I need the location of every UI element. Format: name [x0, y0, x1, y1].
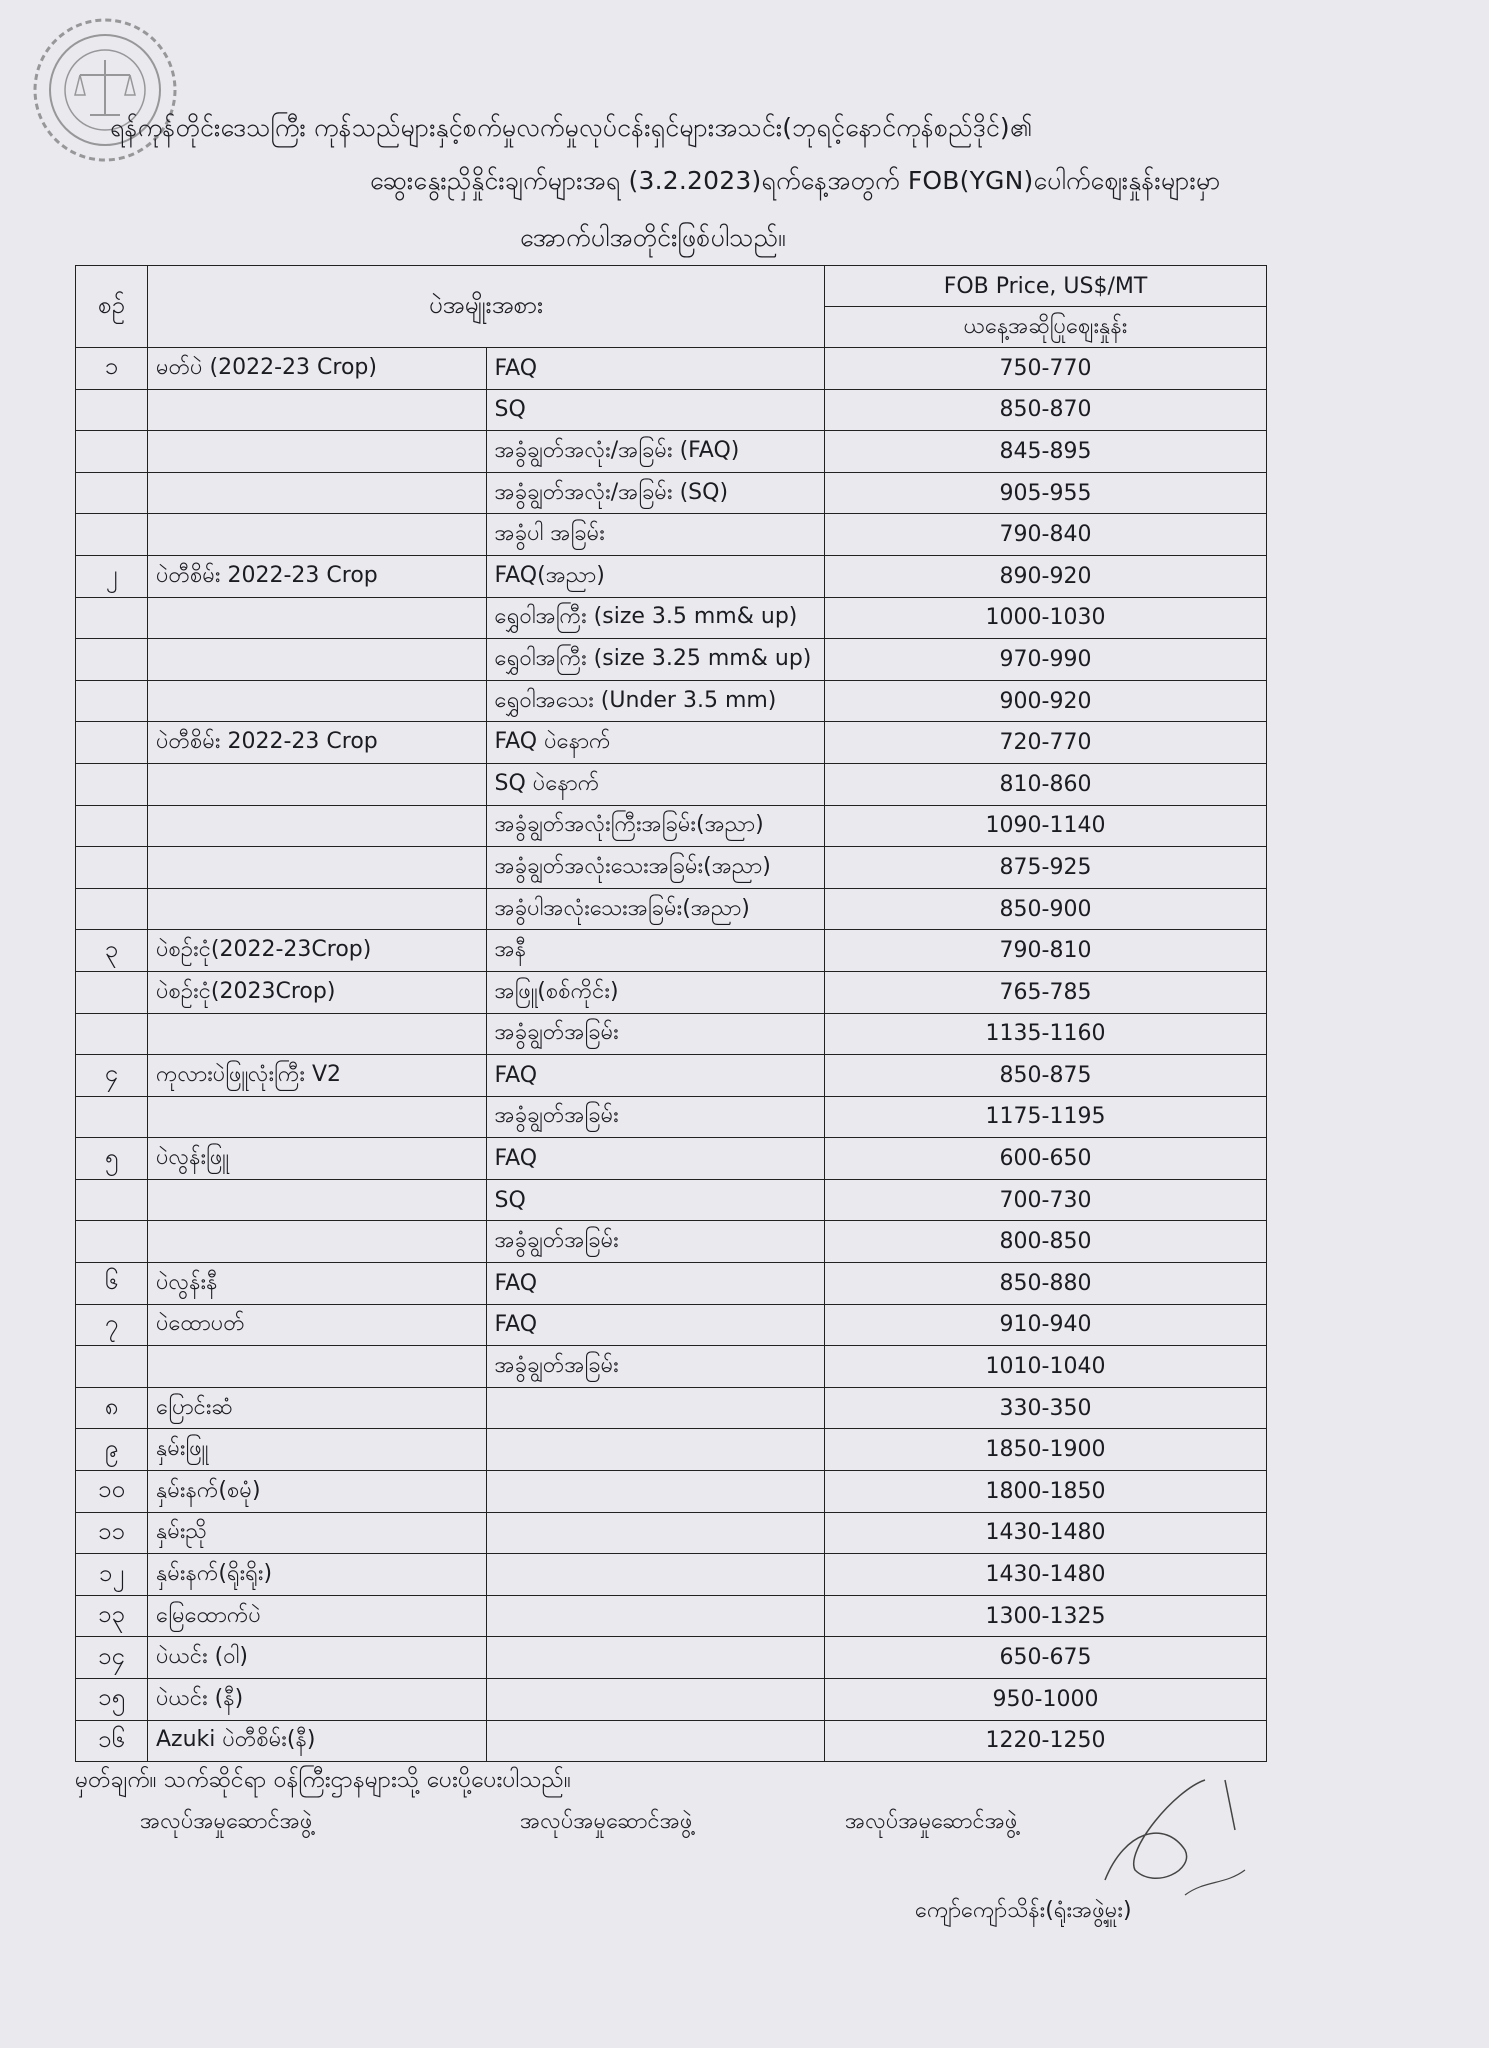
header-line-3: အောက်ပါအတိုင်းဖြစ်ပါသည်။: [520, 223, 786, 252]
row-grade: [486, 1429, 825, 1471]
row-grade: ရွှေဝါအကြီး (size 3.5 mm& up): [486, 597, 825, 639]
col-header-item: ပဲအမျိုးအစား: [148, 266, 825, 348]
header-line-2-suffix: )ရက်နေ့အတွက် FOB(YGN)ပေါက်ဈေးနှုန်းများမှာ: [751, 166, 1221, 195]
row-item: [148, 472, 487, 514]
row-grade: SQ: [486, 389, 825, 431]
header-line-2: [370, 165, 1270, 202]
row-price: 875-925: [825, 847, 1267, 889]
row-number: ၁၆: [76, 1720, 148, 1762]
row-item: မြေထောက်ပဲ: [148, 1595, 487, 1637]
row-number: ၄: [76, 1055, 148, 1097]
row-number: ၁၀: [76, 1471, 148, 1513]
table-row: [76, 472, 1267, 514]
row-number: [76, 680, 148, 722]
row-number: [76, 514, 148, 556]
row-price: 900-920: [825, 680, 1267, 722]
table-row: [76, 722, 1267, 764]
row-grade: အနီ: [486, 930, 825, 972]
table-row: [76, 805, 1267, 847]
row-item: ပဲလွန်းနီ: [148, 1263, 487, 1305]
row-item: [148, 847, 487, 889]
table-row: [76, 1429, 1267, 1471]
row-grade: [486, 1679, 825, 1721]
table-row: [76, 1096, 1267, 1138]
row-item: နှမ်းနက်(စမုံ): [148, 1471, 487, 1513]
table-row: [76, 1720, 1267, 1762]
row-grade: [486, 1471, 825, 1513]
table-row: [76, 888, 1267, 930]
table-row: [76, 1013, 1267, 1055]
committee-signature-3: အလုပ်အမှုဆောင်အဖွဲ့: [845, 1809, 1018, 1834]
row-price: 850-900: [825, 888, 1267, 930]
table-row: [76, 1387, 1267, 1429]
row-item: [148, 763, 487, 805]
table-row: [76, 555, 1267, 597]
row-item: [148, 514, 487, 556]
row-price: 1800-1850: [825, 1471, 1267, 1513]
row-grade: FAQ: [486, 1055, 825, 1097]
row-item: ပဲစဉ်းငုံ(2022-23Crop): [148, 930, 487, 972]
row-number: ၁: [76, 348, 148, 390]
committee-signature-2: အလုပ်အမှုဆောင်အဖွဲ့: [520, 1809, 693, 1834]
table-row: [76, 348, 1267, 390]
row-number: [76, 597, 148, 639]
row-item: ပြောင်းဆံ: [148, 1387, 487, 1429]
row-price: 850-870: [825, 389, 1267, 431]
row-price: 765-785: [825, 971, 1267, 1013]
row-grade: အခွံချွတ်အလုံးသေးအခြမ်း(အညာ): [486, 847, 825, 889]
row-item: ပဲစဉ်းငုံ(2023Crop): [148, 971, 487, 1013]
row-grade: [486, 1512, 825, 1554]
row-grade: အခွံချွတ်အခြမ်း: [486, 1096, 825, 1138]
row-number: [76, 1346, 148, 1388]
row-price: 845-895: [825, 431, 1267, 473]
row-price: 810-860: [825, 763, 1267, 805]
table-row: [76, 1679, 1267, 1721]
row-grade: အခွံချွတ်အလုံး/အခြမ်း (SQ): [486, 472, 825, 514]
table-row: [76, 431, 1267, 473]
row-price: 790-810: [825, 930, 1267, 972]
signer-name: ကျော်ကျော်သိန်း(ရုံးအဖွဲ့မှူး): [915, 1898, 1132, 1923]
row-number: [76, 1221, 148, 1263]
row-price: 1430-1480: [825, 1554, 1267, 1596]
row-price: 1135-1160: [825, 1013, 1267, 1055]
row-number: [76, 971, 148, 1013]
row-item: ကုလားပဲဖြူလုံးကြီး V2: [148, 1055, 487, 1097]
table-row: [76, 639, 1267, 681]
row-price: 1010-1040: [825, 1346, 1267, 1388]
table-row: [76, 763, 1267, 805]
row-number: ၃: [76, 930, 148, 972]
row-item: [148, 431, 487, 473]
row-grade: အခွံချွတ်အခြမ်း: [486, 1221, 825, 1263]
row-grade: အဖြူ(စစ်ကိုင်း): [486, 971, 825, 1013]
row-price: 1220-1250: [825, 1720, 1267, 1762]
row-price: 700-730: [825, 1179, 1267, 1221]
row-item: ပဲလွန်းဖြူ: [148, 1138, 487, 1180]
table-row: [76, 1346, 1267, 1388]
row-item: ပဲယင်း (နီ): [148, 1679, 487, 1721]
row-grade: အခွံချွတ်အလုံးကြီးအခြမ်း(အညာ): [486, 805, 825, 847]
row-price: 330-350: [825, 1387, 1267, 1429]
table-header-row: [76, 266, 1267, 307]
header-line-2-prefix: ဆွေးနွေးညှိနှိုင်းချက်များအရ (: [370, 166, 639, 195]
table-row: [76, 1138, 1267, 1180]
row-item: Azuki ပဲတီစိမ်း(နီ): [148, 1720, 487, 1762]
row-number: [76, 472, 148, 514]
col-header-price-sub: ယနေ့အဆိုပြုဈေးနှုန်း: [825, 307, 1267, 348]
table-row: [76, 514, 1267, 556]
row-item: ပဲထောပတ်: [148, 1304, 487, 1346]
row-grade: [486, 1720, 825, 1762]
row-number: [76, 1179, 148, 1221]
row-grade: SQ: [486, 1179, 825, 1221]
row-price: 970-990: [825, 639, 1267, 681]
row-item: [148, 1013, 487, 1055]
col-header-price: FOB Price, US$/MT: [825, 266, 1267, 307]
row-price: 1000-1030: [825, 597, 1267, 639]
row-number: ၂: [76, 555, 148, 597]
row-item: [148, 1179, 487, 1221]
committee-signature-1: အလုပ်အမှုဆောင်အဖွဲ့: [140, 1809, 313, 1834]
row-price: 600-650: [825, 1138, 1267, 1180]
handwritten-signature: [1085, 1770, 1255, 1910]
row-price: 950-1000: [825, 1679, 1267, 1721]
row-grade: အခွံချွတ်အလုံး/အခြမ်း (FAQ): [486, 431, 825, 473]
row-grade: [486, 1387, 825, 1429]
row-price: 1175-1195: [825, 1096, 1267, 1138]
row-number: ၁၂: [76, 1554, 148, 1596]
row-item: ပဲတီစိမ်း 2022-23 Crop: [148, 722, 487, 764]
row-item: [148, 1096, 487, 1138]
row-number: [76, 805, 148, 847]
row-price: 1430-1480: [825, 1512, 1267, 1554]
row-item: [148, 639, 487, 681]
table-row: [76, 597, 1267, 639]
row-grade: FAQ(အညာ): [486, 555, 825, 597]
header-line-1: ရန်ကုန်တိုင်းဒေသကြီး ကုန်သည်များနှင့်စက်မှုလက်မှုလုပ်ငန်းရှင်များအသင်း(ဘုရင့်နောင်ကုန်စည်ဒိုင်)၏: [110, 113, 1033, 142]
row-number: ၅: [76, 1138, 148, 1180]
row-item: [148, 888, 487, 930]
header-date: 3.2.2023: [638, 166, 752, 195]
table-row: [76, 1554, 1267, 1596]
row-item: [148, 1221, 487, 1263]
row-price: 750-770: [825, 348, 1267, 390]
row-item: မတ်ပဲ (2022-23 Crop): [148, 348, 487, 390]
row-price: 905-955: [825, 472, 1267, 514]
row-price: 890-920: [825, 555, 1267, 597]
row-item: ပဲတီစိမ်း 2022-23 Crop: [148, 555, 487, 597]
row-grade: FAQ: [486, 1138, 825, 1180]
table-row: [76, 847, 1267, 889]
table-row: [76, 1221, 1267, 1263]
table-row: [76, 1055, 1267, 1097]
row-number: ၁၃: [76, 1595, 148, 1637]
row-item: နှမ်းဖြူ: [148, 1429, 487, 1471]
row-grade: အခွံပါ အခြမ်း: [486, 514, 825, 556]
row-number: [76, 847, 148, 889]
row-item: [148, 389, 487, 431]
row-item: နှမ်းနက်(ရိုးရိုး): [148, 1554, 487, 1596]
row-price: 850-880: [825, 1263, 1267, 1305]
row-price: 790-840: [825, 514, 1267, 556]
table-row: [76, 389, 1267, 431]
row-price: 910-940: [825, 1304, 1267, 1346]
row-grade: FAQ: [486, 1263, 825, 1305]
table-row: [76, 1595, 1267, 1637]
row-grade: အခွံပါအလုံးသေးအခြမ်း(အညာ): [486, 888, 825, 930]
row-number: ၁၄: [76, 1637, 148, 1679]
row-number: ၁၅: [76, 1679, 148, 1721]
row-grade: [486, 1554, 825, 1596]
row-number: ၆: [76, 1263, 148, 1305]
table-row: [76, 1304, 1267, 1346]
row-grade: FAQ ပဲနောက်: [486, 722, 825, 764]
row-grade: FAQ: [486, 348, 825, 390]
row-number: [76, 431, 148, 473]
row-item: [148, 680, 487, 722]
footnote: မှတ်ချက်။ သက်ဆိုင်ရာ ဝန်ကြီးဌာနများသို့ ပေးပို့ပေးပါသည်။: [75, 1767, 571, 1793]
row-number: [76, 1013, 148, 1055]
row-item: ပဲယင်း (ဝါ): [148, 1637, 487, 1679]
row-item: [148, 597, 487, 639]
table-row: [76, 1263, 1267, 1305]
table-row: [76, 971, 1267, 1013]
row-grade: အခွံချွတ်အခြမ်း: [486, 1013, 825, 1055]
row-price: 1850-1900: [825, 1429, 1267, 1471]
row-price: 650-675: [825, 1637, 1267, 1679]
row-item: နှမ်းညို: [148, 1512, 487, 1554]
table-row: [76, 1512, 1267, 1554]
row-grade: [486, 1595, 825, 1637]
table-row: [76, 1179, 1267, 1221]
col-header-no: စဉ်: [76, 266, 148, 348]
row-number: [76, 639, 148, 681]
row-number: [76, 888, 148, 930]
row-number: ၇: [76, 1304, 148, 1346]
table-row: [76, 1637, 1267, 1679]
row-price: 850-875: [825, 1055, 1267, 1097]
row-number: [76, 1096, 148, 1138]
row-grade: ရွှေဝါအသေး (Under 3.5 mm): [486, 680, 825, 722]
row-number: ၈: [76, 1387, 148, 1429]
price-table: [75, 265, 1267, 1762]
row-item: [148, 1346, 487, 1388]
row-number: ၁၁: [76, 1512, 148, 1554]
row-price: 800-850: [825, 1221, 1267, 1263]
row-grade: အခွံချွတ်အခြမ်း: [486, 1346, 825, 1388]
row-number: ၉: [76, 1429, 148, 1471]
row-number: [76, 722, 148, 764]
row-grade: ရွှေဝါအကြီး (size 3.25 mm& up): [486, 639, 825, 681]
row-number: [76, 763, 148, 805]
table-row: [76, 1471, 1267, 1513]
row-item: [148, 805, 487, 847]
row-grade: FAQ: [486, 1304, 825, 1346]
row-price: 720-770: [825, 722, 1267, 764]
table-row: [76, 680, 1267, 722]
row-grade: [486, 1637, 825, 1679]
row-price: 1090-1140: [825, 805, 1267, 847]
row-number: [76, 389, 148, 431]
table-row: [76, 930, 1267, 972]
row-price: 1300-1325: [825, 1595, 1267, 1637]
row-grade: SQ ပဲနောက်: [486, 763, 825, 805]
